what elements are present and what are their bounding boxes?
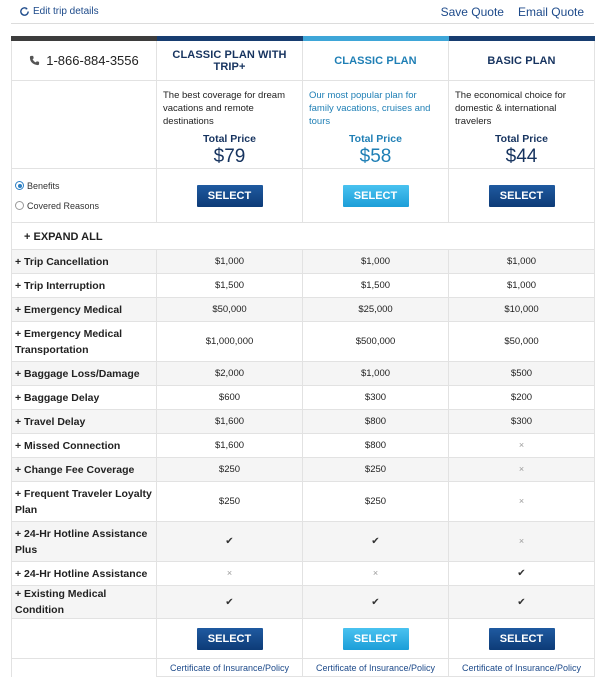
benefits-option[interactable] [15, 176, 156, 196]
phone-label: 1-866-884-3556 [46, 53, 139, 68]
benefit-amount: $1,000,000 [205, 336, 254, 347]
select-cell [449, 619, 595, 659]
benefit-name[interactable]: + 24-Hr Hotline Assistance Plus [12, 522, 157, 562]
benefit-included [303, 522, 449, 562]
select-button-classic-trip-plus[interactable]: SELECT [197, 185, 263, 207]
total-price-label: Total Price [495, 133, 548, 145]
x-mark-icon: × [518, 496, 525, 506]
benefit-not-included [449, 522, 595, 562]
select-row-bottom [12, 619, 595, 659]
benefit-amount: $250 [218, 496, 241, 507]
checkmark-icon: ✔ [517, 596, 526, 608]
select-cell [157, 169, 303, 223]
select-button-basic[interactable]: SELECT [489, 185, 555, 207]
benefit-value [157, 250, 303, 274]
benefit-name[interactable]: + Baggage Delay [12, 386, 157, 410]
expand-all-cell [12, 223, 595, 250]
plan-summary-classic-trip-plus [157, 81, 303, 169]
checkmark-icon: ✔ [225, 536, 234, 547]
benefit-row [12, 250, 595, 274]
radio-selected-icon[interactable] [15, 181, 24, 190]
benefit-included [449, 586, 595, 619]
benefit-row [12, 522, 595, 562]
select-row-top [12, 169, 595, 223]
benefit-name[interactable]: + Emergency Medical Transportation [12, 322, 157, 362]
benefit-amount: $10,000 [504, 304, 539, 315]
edit-trip-link[interactable] [19, 6, 99, 17]
benefit-row [12, 274, 595, 298]
benefit-amount: $1,500 [360, 280, 391, 291]
benefit-amount: $300 [364, 392, 387, 403]
blank-cell [12, 659, 157, 677]
benefit-included [449, 562, 595, 586]
total-price: $79 [213, 146, 246, 167]
benefit-included [303, 586, 449, 619]
covered-reasons-option[interactable] [15, 196, 156, 216]
checkmark-icon: ✔ [225, 596, 234, 608]
benefit-included [157, 522, 303, 562]
benefit-amount: $300 [510, 416, 533, 427]
certificate-link[interactable]: Certificate of Insurance/Policy [461, 662, 582, 673]
divider [11, 23, 594, 24]
benefit-amount: $1,000 [214, 256, 245, 267]
plan-description: The best coverage for dream vacations and remote destinations [163, 90, 285, 127]
benefit-value [157, 274, 303, 298]
benefit-name[interactable]: + Trip Cancellation [12, 250, 157, 274]
plan-header-classic-trip-plus [157, 39, 303, 81]
benefits-table-body [12, 250, 595, 619]
expand-all-row [12, 223, 595, 250]
benefit-value [157, 482, 303, 522]
plan-description-row [12, 81, 595, 169]
benefit-value [303, 458, 449, 482]
benefit-amount: $1,000 [506, 280, 537, 291]
select-button-classic[interactable]: SELECT [343, 628, 409, 650]
benefit-row [12, 458, 595, 482]
benefit-value [303, 362, 449, 386]
benefit-amount: $1,000 [360, 368, 391, 379]
benefit-row [12, 386, 595, 410]
benefit-name[interactable]: + Travel Delay [12, 410, 157, 434]
checkmark-icon: ✔ [371, 536, 380, 547]
plan-header-row [12, 39, 595, 81]
quote-actions [441, 5, 584, 19]
certificate-link[interactable]: Certificate of Insurance/Policy [315, 662, 436, 673]
benefit-amount: $250 [364, 464, 387, 475]
benefit-not-included [157, 562, 303, 586]
benefit-value [157, 362, 303, 386]
phone-icon [29, 55, 40, 66]
x-mark-icon: × [518, 536, 525, 546]
top-bar [0, 0, 600, 26]
benefit-row [12, 562, 595, 586]
view-options-cell [12, 169, 157, 223]
phone-cell [12, 39, 157, 81]
select-cell [303, 169, 449, 223]
benefit-name[interactable]: + Missed Connection [12, 434, 157, 458]
plan-name: CLASSIC PLAN [334, 54, 417, 67]
total-price: $58 [359, 146, 392, 167]
total-price-label: Total Price [349, 133, 402, 145]
plan-header-classic [303, 39, 449, 81]
benefit-value [157, 386, 303, 410]
benefit-not-included [449, 458, 595, 482]
benefit-amount: $500,000 [355, 336, 396, 347]
benefit-amount: $500 [510, 368, 533, 379]
edit-trip-label: Edit trip details [33, 6, 99, 17]
select-button-basic[interactable]: SELECT [489, 628, 555, 650]
plan-name: BASIC PLAN [487, 54, 556, 67]
checkmark-icon: ✔ [371, 596, 380, 608]
benefit-name[interactable]: + Trip Interruption [12, 274, 157, 298]
plan-header-basic [449, 39, 595, 81]
certificate-cell [449, 659, 595, 677]
benefit-value [157, 322, 303, 362]
benefit-value [449, 322, 595, 362]
benefit-amount: $250 [364, 496, 387, 507]
phone-number[interactable] [12, 53, 156, 68]
checkmark-icon: ✔ [517, 568, 526, 579]
x-mark-icon: × [372, 568, 379, 578]
benefit-amount: $25,000 [358, 304, 393, 315]
benefit-value [157, 410, 303, 434]
plan-summary-basic [449, 81, 595, 169]
benefit-value [303, 410, 449, 434]
benefit-row [12, 434, 595, 458]
benefit-value [303, 250, 449, 274]
benefit-row [12, 298, 595, 322]
benefit-value [157, 434, 303, 458]
benefit-amount: $1,600 [214, 416, 245, 427]
benefit-name[interactable]: + 24-Hr Hotline Assistance [12, 562, 157, 586]
benefit-value [157, 298, 303, 322]
benefit-value [449, 298, 595, 322]
benefit-value [303, 482, 449, 522]
plan-name: CLASSIC PLAN WITH TRIP+ [172, 48, 287, 73]
benefit-amount: $800 [364, 440, 387, 451]
benefit-amount: $1,600 [214, 440, 245, 451]
select-cell [449, 169, 595, 223]
benefit-amount: $250 [218, 464, 241, 475]
refresh-icon [19, 6, 30, 17]
benefit-amount: $1,500 [214, 280, 245, 291]
select-button-classic[interactable]: SELECT [343, 185, 409, 207]
benefit-row [12, 586, 595, 619]
certificate-cell [303, 659, 449, 677]
radio-unselected-icon[interactable] [15, 201, 24, 210]
benefit-amount: $600 [218, 392, 241, 403]
benefit-not-included [449, 434, 595, 458]
benefit-name[interactable]: + Baggage Loss/Damage [12, 362, 157, 386]
benefit-value [157, 458, 303, 482]
benefits-label: Benefits [27, 180, 60, 191]
benefit-amount: $2,000 [214, 368, 245, 379]
benefit-name[interactable]: + Emergency Medical [12, 298, 157, 322]
save-quote-link[interactable]: Save Quote [440, 5, 504, 19]
benefit-value [303, 322, 449, 362]
benefit-row [12, 482, 595, 522]
benefit-value [449, 386, 595, 410]
certificate-row [12, 659, 595, 677]
benefit-value [449, 362, 595, 386]
blank-cell [12, 81, 157, 169]
plan-description: The economical choice for domestic & international travelers [455, 90, 566, 127]
plan-comparison-table [11, 36, 595, 677]
benefit-amount: $200 [510, 392, 533, 403]
x-mark-icon: × [518, 464, 525, 474]
certificate-cell [157, 659, 303, 677]
benefit-amount: $1,000 [360, 256, 391, 267]
benefit-value [303, 386, 449, 410]
select-cell [157, 619, 303, 659]
plan-summary-classic [303, 81, 449, 169]
benefit-name[interactable]: + Existing Medical Condition [12, 586, 157, 619]
benefit-amount: $800 [364, 416, 387, 427]
total-price: $44 [505, 146, 538, 167]
benefit-row [12, 362, 595, 386]
view-options [12, 176, 156, 216]
benefit-not-included [449, 482, 595, 522]
benefit-value [303, 298, 449, 322]
benefit-included [157, 586, 303, 619]
benefit-value [449, 410, 595, 434]
benefit-amount: $50,000 [504, 336, 539, 347]
benefit-row [12, 322, 595, 362]
benefit-name[interactable]: + Frequent Traveler Loyalty Plan [12, 482, 157, 522]
covered-reasons-label: Covered Reasons [27, 200, 100, 211]
select-cell [303, 619, 449, 659]
benefit-value [303, 274, 449, 298]
benefit-value [449, 250, 595, 274]
blank-cell [12, 619, 157, 659]
expand-all-toggle[interactable]: + EXPAND ALL [24, 231, 103, 243]
x-mark-icon: × [226, 568, 233, 578]
email-quote-link[interactable]: Email Quote [517, 5, 584, 19]
benefit-value [303, 434, 449, 458]
plan-description: Our most popular plan for family vacations, cruises and tours [309, 90, 431, 127]
total-price-label: Total Price [203, 133, 256, 145]
certificate-link[interactable]: Certificate of Insurance/Policy [169, 662, 290, 673]
benefit-not-included [303, 562, 449, 586]
benefit-name[interactable]: + Change Fee Coverage [12, 458, 157, 482]
benefit-value [449, 274, 595, 298]
select-button-classic-trip-plus[interactable]: SELECT [197, 628, 263, 650]
benefit-row [12, 410, 595, 434]
benefit-amount: $1,000 [506, 256, 537, 267]
benefit-amount: $50,000 [212, 304, 247, 315]
x-mark-icon: × [518, 440, 525, 450]
